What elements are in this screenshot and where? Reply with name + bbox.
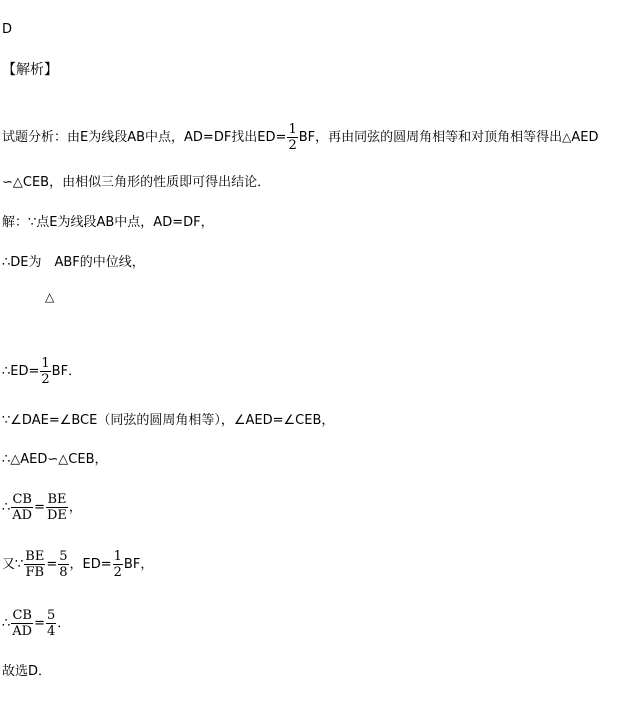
solution-line-6 [2, 492, 82, 523]
fraction: $\frac{BE}{DE}$ [47, 492, 67, 523]
solution-line-5: ∴△AED∽△CEB， [2, 452, 108, 467]
solution-text: ∴ [2, 500, 11, 515]
solution-text: ∴ [2, 616, 11, 631]
analysis-line-1 [2, 122, 598, 153]
solution-line-3 [2, 356, 81, 387]
section-title: 【解析】 [2, 62, 58, 78]
solution-line-9: 故选D． [2, 664, 52, 679]
fraction: $\frac{5}{8}$ [59, 549, 68, 580]
solution-line-1: 解：∵点E为线段AB中点，AD=DF， [2, 215, 214, 230]
solution-text: ， [68, 500, 82, 515]
analysis-line-2: ∽△CEB，由相似三角形的性质即可得出结论． [2, 175, 271, 190]
equals-sign: = [34, 616, 45, 631]
solution-line-2: ∴DE为 ABF的中位线， [2, 255, 145, 270]
equals-sign: = [34, 500, 45, 515]
solution-line-7 [2, 549, 153, 580]
fraction: $\frac{CB}{AD}$ [12, 608, 33, 639]
analysis-text: AED [571, 130, 599, 145]
fraction: $\frac{CB}{AD}$ [12, 492, 33, 523]
analysis-text: BF，再由同弦的圆周角相等和对顶角相等得出 [298, 130, 563, 145]
fraction: $\frac{BE}{FB}$ [25, 549, 45, 580]
solution-text: BF， [123, 557, 154, 572]
solution-text: ． [57, 616, 71, 631]
triangle-symbol: △ [562, 130, 572, 144]
solution-text: 又∵ [2, 557, 24, 572]
equals-sign: = [46, 557, 58, 572]
solution-text: ，ED= [69, 557, 112, 572]
solution-line-4: ∵∠DAE=∠BCE（同弦的圆周角相等），∠AED=∠CEB， [2, 413, 335, 428]
fraction: $\frac{1}{2}$ [113, 549, 122, 580]
analysis-text: 试题分析：由E为线段AB中点，AD=DF找出ED= [2, 130, 287, 145]
fraction: $\frac{5}{4}$ [47, 608, 56, 639]
solution-text: BF． [51, 364, 82, 379]
fraction: $\frac{1}{2}$ [288, 122, 297, 153]
answer-text: D [2, 22, 13, 37]
triangle-symbol: △ [45, 290, 55, 304]
solution-line-8 [2, 608, 70, 639]
fraction: $\frac{1}{2}$ [41, 356, 50, 387]
solution-text: ∴ED= [2, 364, 40, 379]
